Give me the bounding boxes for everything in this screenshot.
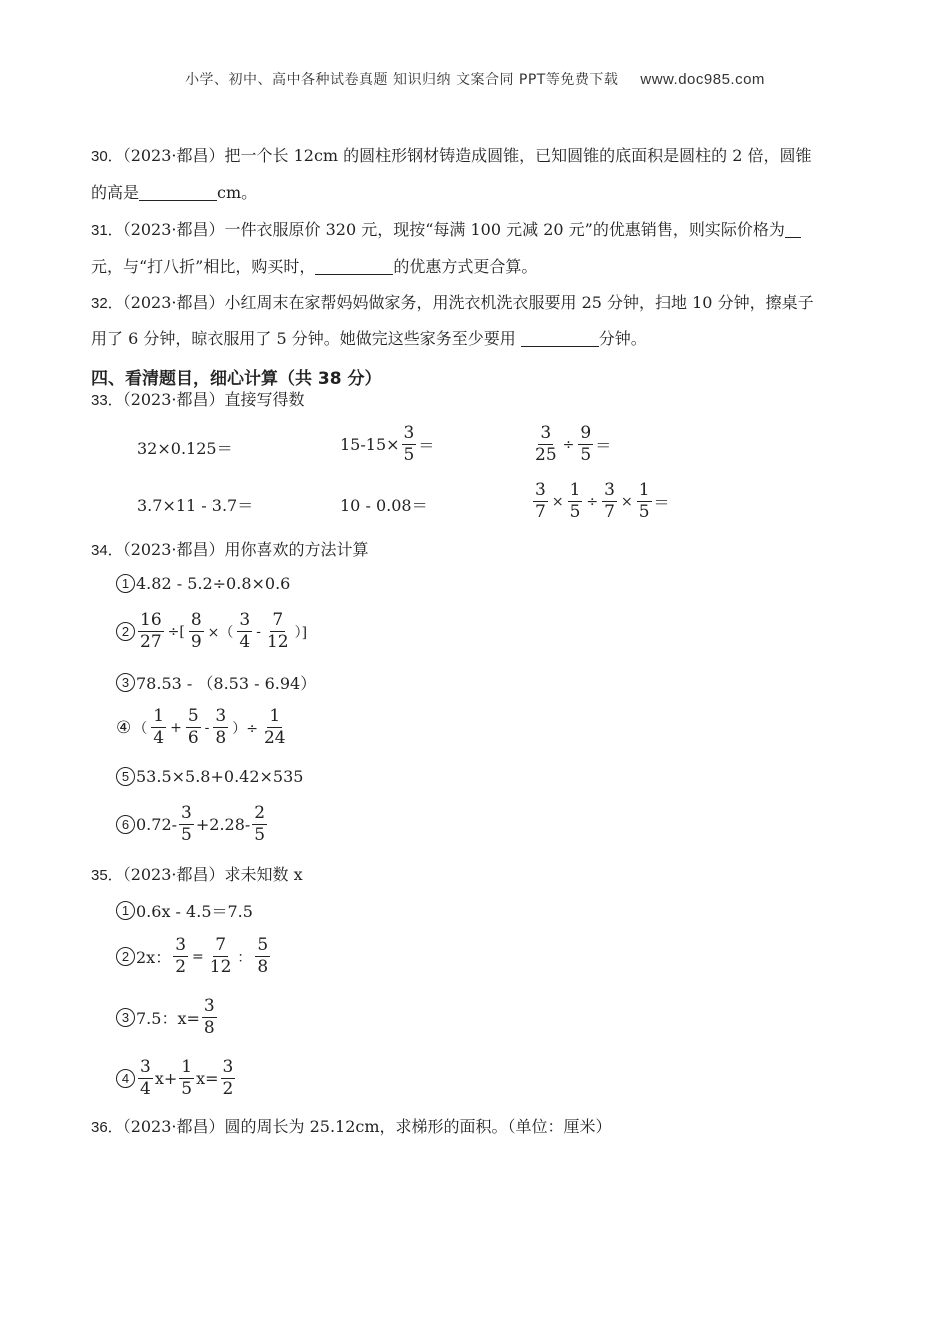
denominator: 4 — [140, 1079, 151, 1099]
q34-item1 — [116, 574, 290, 593]
q34-item4 — [116, 706, 290, 749]
operator: ÷[ — [167, 623, 185, 640]
circled-number: 5 — [116, 767, 135, 786]
denominator: 12 — [209, 957, 232, 977]
fraction — [202, 996, 217, 1039]
denominator: 5 — [181, 825, 192, 845]
q32-text2b: 分钟。 — [598, 329, 647, 348]
q36-source: （2023·都昌） — [122, 1117, 225, 1136]
denominator: 4 — [239, 632, 251, 652]
q31-text2b: 的优惠方式更合算。 — [393, 257, 538, 276]
circled-number: 1 — [116, 574, 135, 593]
fraction — [602, 480, 617, 523]
page-header — [0, 69, 950, 89]
fraction — [151, 706, 166, 749]
q31-text2a: 元，与“打八折”相比，购买时， — [91, 257, 316, 276]
denominator: 5 — [638, 502, 650, 522]
operator: - — [256, 623, 261, 640]
item-expression: 78.53 - （8.53 - 6.94） — [136, 674, 317, 693]
operator: × — [620, 493, 633, 510]
circled-number: 6 — [116, 815, 135, 834]
q31-text1: 一件衣服原价 320 元，现按“每满 100 元减 20 元”的优惠销售，则实际价格为 — [224, 220, 785, 239]
numerator: 3 — [181, 803, 192, 823]
numerator: 7 — [272, 610, 284, 630]
q32-text2a: 用了 6 分钟，晾衣服用了 5 分钟。她做完这些家务至少要用 — [91, 329, 521, 348]
q32-line1 — [91, 293, 814, 314]
q34-title: 用你喜欢的方法计算 — [224, 540, 369, 559]
fraction — [533, 480, 548, 523]
operator: = — [192, 948, 204, 965]
q30-text2a: 的高是 — [91, 183, 140, 202]
numerator: 1 — [153, 706, 165, 726]
q35-item3 — [116, 996, 219, 1039]
operator: ）÷ — [232, 720, 258, 737]
q35-item2 — [116, 935, 272, 978]
q31-number: 31． — [91, 222, 123, 239]
q32-source: （2023·都昌） — [122, 293, 225, 312]
denominator: 5 — [403, 445, 415, 465]
equals: ＝ — [418, 436, 435, 455]
q30-text2b: cm。 — [217, 183, 258, 202]
header-text: 小学、初中、高中各种试卷真题 知识归纳 文案合同 PPT等免费下载 — [185, 72, 619, 88]
operator: ）] — [294, 624, 308, 641]
fraction — [533, 423, 559, 466]
circled-number: 2 — [116, 622, 135, 641]
numerator: 1 — [569, 480, 581, 500]
q35-item1 — [116, 899, 253, 922]
item-expression: 4.82 - 5.2÷0.8×0.6 — [136, 574, 291, 593]
fraction — [173, 935, 188, 978]
circled-number: 1 — [116, 901, 135, 920]
operator: ： — [237, 949, 252, 966]
q33-expr6 — [531, 480, 670, 523]
fraction — [138, 610, 164, 653]
q33-heading — [91, 390, 305, 411]
q34-item3 — [116, 671, 316, 694]
operator: - — [204, 719, 210, 736]
circled-number: 3 — [116, 673, 135, 692]
q30-line2 — [91, 183, 257, 203]
denominator: 8 — [203, 1018, 215, 1038]
q30-answer-blank[interactable] — [139, 184, 217, 201]
q35-heading — [91, 865, 303, 886]
fraction — [402, 423, 417, 466]
fraction — [568, 480, 583, 523]
q32-line2 — [91, 329, 647, 349]
q33-expr3 — [531, 423, 611, 466]
denominator: 7 — [604, 502, 615, 522]
operator: ÷ — [586, 493, 599, 510]
denominator: 12 — [266, 632, 289, 652]
denominator: 5 — [580, 445, 592, 465]
denominator: 4 — [153, 728, 165, 748]
numerator: 2 — [254, 803, 266, 823]
q35-number: 35． — [91, 867, 123, 884]
denominator: 8 — [257, 957, 269, 977]
q33-source: （2023·都昌） — [122, 390, 225, 409]
fraction — [237, 610, 252, 653]
equals: ＝ — [653, 493, 670, 512]
item-expression: x+ — [154, 1069, 178, 1088]
numerator: 3 — [239, 610, 251, 630]
numerator: 3 — [215, 706, 227, 726]
q30-line1 — [91, 146, 812, 167]
fraction — [179, 803, 194, 846]
numerator: 9 — [580, 423, 592, 443]
numerator: 5 — [257, 935, 269, 955]
item-expression: 2x： — [136, 948, 172, 967]
numerator: 5 — [187, 706, 199, 726]
numerator: 3 — [203, 996, 215, 1016]
numerator: 3 — [604, 480, 615, 500]
fraction — [221, 1057, 236, 1100]
q32-text1: 小红周末在家帮妈妈做家务，用洗衣机洗衣服要用 25 分钟，扫地 10 分钟，擦桌子 — [224, 293, 814, 312]
circled-number: 2 — [116, 947, 135, 966]
q33-expr1: 32×0.125＝ — [137, 439, 233, 458]
numerator: 16 — [140, 610, 162, 630]
q33-title: 直接写得数 — [224, 390, 305, 409]
item-expression: 53.5×5.8+0.42×535 — [136, 767, 304, 786]
denominator: 6 — [187, 728, 199, 748]
fraction — [255, 935, 270, 978]
q34-item5 — [116, 767, 303, 786]
q36-text: 圆的周长为 25.12cm，求梯形的面积。（单位：厘米） — [224, 1117, 612, 1136]
q32-answer-blank[interactable] — [521, 330, 599, 347]
fraction — [138, 1057, 153, 1100]
denominator: 8 — [215, 728, 227, 748]
fraction — [186, 706, 201, 749]
fraction — [252, 803, 267, 846]
item-expression: 0.6x - 4.5＝7.5 — [136, 902, 253, 921]
circled-number: 4 — [116, 1069, 135, 1088]
fraction — [578, 423, 593, 466]
denominator: 2 — [222, 1079, 234, 1099]
fraction — [179, 1057, 194, 1100]
q33-expr4: 3.7×11 - 3.7＝ — [137, 496, 254, 515]
numerator: 3 — [403, 423, 415, 443]
denominator: 5 — [569, 502, 581, 522]
q33-number: 33． — [91, 392, 123, 409]
operator: （ — [133, 720, 148, 737]
numerator: 3 — [540, 423, 552, 443]
denominator: 5 — [254, 825, 266, 845]
equals: ＝ — [595, 436, 612, 455]
q35-title: 求未知数 x — [224, 865, 303, 884]
fraction — [189, 610, 204, 653]
q31-method-blank[interactable] — [315, 258, 393, 275]
fraction — [265, 610, 291, 653]
q34-heading — [91, 540, 369, 561]
numerator: 3 — [140, 1057, 151, 1077]
fraction — [262, 706, 288, 749]
q34-item6 — [116, 803, 269, 846]
q34-item2 — [116, 610, 309, 653]
q35-source: （2023·都昌） — [122, 865, 225, 884]
q33-expr5: 10 - 0.08＝ — [340, 496, 428, 515]
numerator: 3 — [535, 480, 546, 500]
q30-text1: 把一个长 12cm 的圆柱形钢材铸造成圆锥，已知圆锥的底面积是圆柱的 2 倍，圆锥 — [224, 146, 812, 165]
q32-number: 32． — [91, 295, 123, 312]
circled-number: ④ — [116, 717, 132, 738]
circled-number: 3 — [116, 1008, 135, 1027]
q30-number: 30． — [91, 148, 123, 165]
q34-number: 34． — [91, 542, 123, 559]
numerator: 8 — [190, 610, 202, 630]
q34-source: （2023·都昌） — [122, 540, 225, 559]
q33-expr2 — [340, 423, 434, 466]
fraction — [637, 480, 652, 523]
header-url[interactable]: www.doc985.com — [640, 71, 765, 88]
numerator: 1 — [638, 480, 650, 500]
denominator: 2 — [175, 957, 187, 977]
q35-item4 — [116, 1057, 237, 1100]
section-title: 四、看清题目，细心计算（共 38 分） — [91, 369, 382, 389]
denominator: 9 — [190, 632, 202, 652]
numerator: 1 — [269, 706, 281, 726]
operator: ÷ — [562, 436, 575, 453]
q36-number: 36． — [91, 1119, 123, 1136]
q31-price-blank[interactable] — [785, 221, 801, 238]
denominator: 7 — [535, 502, 546, 522]
q31-line2 — [91, 257, 537, 277]
item-expression: +2.28- — [195, 815, 251, 834]
q31-line1 — [91, 220, 801, 241]
denominator: 27 — [140, 632, 162, 652]
denominator: 5 — [181, 1079, 193, 1099]
numerator: 1 — [181, 1057, 193, 1077]
numerator: 3 — [222, 1057, 234, 1077]
q33-e2-pre: 15-15× — [340, 435, 400, 454]
numerator: 3 — [175, 935, 187, 955]
denominator: 25 — [535, 445, 557, 465]
operator: + — [170, 719, 182, 736]
denominator: 24 — [263, 728, 286, 748]
numerator: 7 — [215, 935, 227, 955]
item-expression: 7.5：x= — [136, 1009, 200, 1028]
operator: × — [551, 493, 564, 510]
q36-line — [91, 1117, 612, 1138]
fraction — [213, 706, 228, 749]
q30-source: （2023·都昌） — [122, 146, 225, 165]
item-expression: x= — [196, 1069, 219, 1088]
fraction — [208, 935, 234, 978]
q31-source: （2023·都昌） — [122, 220, 225, 239]
operator: ×（ — [207, 624, 234, 641]
item-expression: 0.72- — [136, 815, 178, 834]
